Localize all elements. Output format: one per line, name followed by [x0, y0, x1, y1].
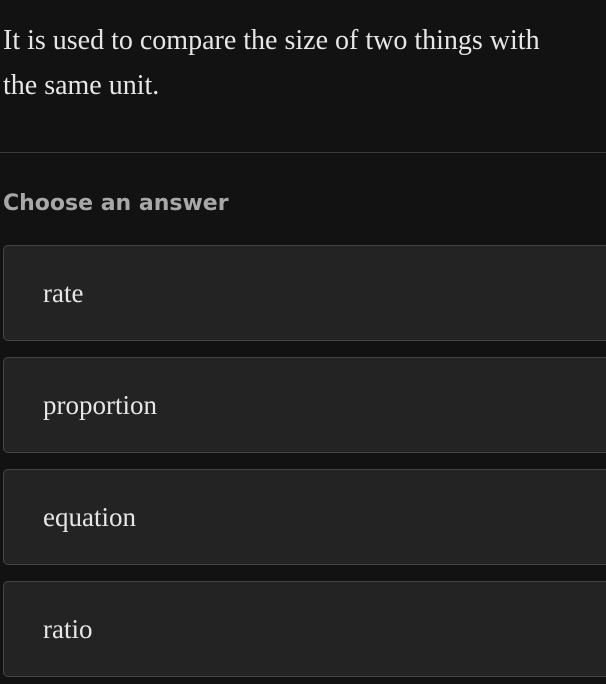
answer-choices [3, 245, 606, 684]
choose-answer-label: Choose an answer [3, 191, 229, 216]
question-line-2: the same unit. [3, 70, 160, 101]
question-line-1: It is used to compare the size of two things with [3, 25, 540, 56]
answer-choice-label: ratio [43, 613, 93, 644]
answer-choice-equation[interactable] [3, 469, 606, 565]
answer-choice-label: rate [43, 277, 84, 308]
answer-choice-label: proportion [43, 389, 157, 420]
answer-choice-rate[interactable] [3, 245, 606, 341]
answer-choice-proportion[interactable] [3, 357, 606, 453]
question-text [3, 18, 606, 108]
answer-choice-ratio[interactable] [3, 581, 606, 677]
answer-choice-label: equation [43, 501, 136, 532]
divider [0, 152, 606, 153]
